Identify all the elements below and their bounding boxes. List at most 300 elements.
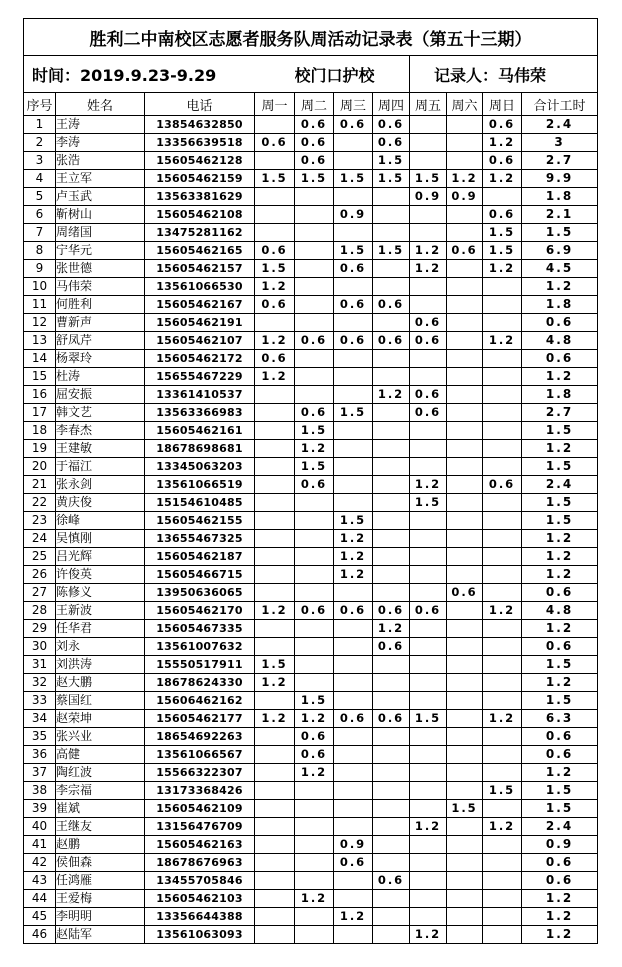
activity-date: 时间：2019.9.23-9.29 — [24, 56, 295, 93]
cell-wed: 0.9 — [334, 836, 373, 854]
cell-tue: 0.6 — [295, 602, 334, 620]
cell-name: 韩文艺 — [56, 404, 145, 422]
cell-total: 1.2 — [522, 890, 598, 908]
cell-name: 高健 — [56, 746, 145, 764]
cell-tue: 0.6 — [295, 404, 334, 422]
table-row — [24, 332, 598, 350]
sheet-title: 胜利二中南校区志愿者服务队周活动记录表（第五十三期） — [24, 19, 598, 56]
cell-mon: 1.5 — [255, 170, 295, 188]
cell-tue — [295, 350, 334, 368]
cell-fri — [410, 134, 447, 152]
cell-sat — [447, 386, 483, 404]
cell-total: 1.8 — [522, 386, 598, 404]
table-row — [24, 242, 598, 260]
cell-thu — [373, 314, 410, 332]
cell-total: 6.9 — [522, 242, 598, 260]
cell-mon — [255, 530, 295, 548]
cell-wed — [334, 314, 373, 332]
cell-total: 1.5 — [522, 422, 598, 440]
cell-sat — [447, 206, 483, 224]
cell-thu — [373, 854, 410, 872]
cell-total: 1.5 — [522, 458, 598, 476]
table-row — [24, 350, 598, 368]
cell-fri — [410, 350, 447, 368]
cell-thu — [373, 512, 410, 530]
cell-fri — [410, 656, 447, 674]
cell-total: 9.9 — [522, 170, 598, 188]
cell-sat — [447, 566, 483, 584]
cell-fri — [410, 530, 447, 548]
cell-thu — [373, 566, 410, 584]
cell-sat — [447, 494, 483, 512]
record-table — [23, 18, 598, 944]
cell-no: 14 — [24, 350, 56, 368]
cell-no: 9 — [24, 260, 56, 278]
cell-mon — [255, 584, 295, 602]
cell-fri — [410, 800, 447, 818]
cell-sat — [447, 350, 483, 368]
cell-wed — [334, 890, 373, 908]
cell-thu — [373, 818, 410, 836]
cell-sun — [483, 350, 522, 368]
cell-mon — [255, 566, 295, 584]
cell-wed — [334, 782, 373, 800]
cell-wed: 1.5 — [334, 404, 373, 422]
table-row — [24, 440, 598, 458]
cell-sun — [483, 494, 522, 512]
cell-thu: 0.6 — [373, 872, 410, 890]
cell-total: 1.2 — [522, 620, 598, 638]
cell-fri — [410, 458, 447, 476]
cell-phone: 15606462162 — [145, 692, 255, 710]
cell-sun — [483, 620, 522, 638]
cell-fri — [410, 224, 447, 242]
cell-sat: 0.9 — [447, 188, 483, 206]
cell-wed: 0.6 — [334, 116, 373, 134]
cell-total: 2.4 — [522, 818, 598, 836]
cell-mon — [255, 404, 295, 422]
cell-phone: 13561063093 — [145, 926, 255, 944]
cell-name: 赵陆军 — [56, 926, 145, 944]
cell-phone: 15605462165 — [145, 242, 255, 260]
cell-sun: 1.5 — [483, 224, 522, 242]
cell-sun — [483, 908, 522, 926]
table-row — [24, 512, 598, 530]
cell-thu: 0.6 — [373, 332, 410, 350]
cell-mon — [255, 782, 295, 800]
cell-sun — [483, 890, 522, 908]
cell-thu — [373, 692, 410, 710]
table-row — [24, 422, 598, 440]
cell-phone: 15550517911 — [145, 656, 255, 674]
cell-thu — [373, 584, 410, 602]
cell-mon: 1.2 — [255, 602, 295, 620]
cell-fri: 0.6 — [410, 386, 447, 404]
cell-name: 周绪国 — [56, 224, 145, 242]
cell-phone: 15605462170 — [145, 602, 255, 620]
cell-sun: 1.5 — [483, 242, 522, 260]
recorder: 记录人：马伟荣 — [410, 56, 598, 93]
table-row — [24, 224, 598, 242]
cell-thu: 0.6 — [373, 602, 410, 620]
cell-no: 46 — [24, 926, 56, 944]
cell-mon — [255, 818, 295, 836]
cell-total: 1.5 — [522, 782, 598, 800]
table-row — [24, 674, 598, 692]
cell-name: 黄庆俊 — [56, 494, 145, 512]
cell-no: 2 — [24, 134, 56, 152]
cell-total: 2.1 — [522, 206, 598, 224]
cell-name: 曹新声 — [56, 314, 145, 332]
cell-phone: 13561066530 — [145, 278, 255, 296]
col-header-sat: 周六 — [447, 93, 483, 116]
cell-tue — [295, 206, 334, 224]
cell-mon — [255, 152, 295, 170]
cell-fri: 1.2 — [410, 260, 447, 278]
cell-name: 马伟荣 — [56, 278, 145, 296]
cell-sun: 1.2 — [483, 332, 522, 350]
cell-thu: 1.5 — [373, 170, 410, 188]
cell-sat — [447, 638, 483, 656]
cell-mon — [255, 224, 295, 242]
cell-sun — [483, 854, 522, 872]
cell-name: 张兴业 — [56, 728, 145, 746]
cell-sat: 0.6 — [447, 242, 483, 260]
cell-sun — [483, 728, 522, 746]
cell-phone: 18678676963 — [145, 854, 255, 872]
cell-tue — [295, 872, 334, 890]
cell-wed — [334, 746, 373, 764]
cell-thu — [373, 908, 410, 926]
cell-mon — [255, 206, 295, 224]
table-row — [24, 818, 598, 836]
cell-total: 0.6 — [522, 638, 598, 656]
cell-total: 0.6 — [522, 350, 598, 368]
table-row — [24, 872, 598, 890]
cell-thu: 1.2 — [373, 620, 410, 638]
cell-thu: 0.6 — [373, 638, 410, 656]
cell-phone: 13561007632 — [145, 638, 255, 656]
cell-fri — [410, 872, 447, 890]
cell-total: 1.5 — [522, 800, 598, 818]
cell-total: 2.7 — [522, 152, 598, 170]
cell-wed: 0.9 — [334, 206, 373, 224]
cell-total: 1.5 — [522, 656, 598, 674]
cell-total: 6.3 — [522, 710, 598, 728]
cell-sun — [483, 458, 522, 476]
cell-sat — [447, 422, 483, 440]
cell-name: 李春杰 — [56, 422, 145, 440]
cell-wed — [334, 188, 373, 206]
cell-wed: 1.5 — [334, 512, 373, 530]
cell-fri: 1.2 — [410, 476, 447, 494]
col-header-sun: 周日 — [483, 93, 522, 116]
cell-phone: 15605462157 — [145, 260, 255, 278]
cell-sat — [447, 602, 483, 620]
cell-mon — [255, 746, 295, 764]
cell-tue: 1.2 — [295, 440, 334, 458]
cell-wed: 0.6 — [334, 602, 373, 620]
cell-tue — [295, 782, 334, 800]
cell-sun — [483, 278, 522, 296]
cell-name: 李宗福 — [56, 782, 145, 800]
cell-mon — [255, 494, 295, 512]
cell-thu: 0.6 — [373, 116, 410, 134]
cell-name: 张永剑 — [56, 476, 145, 494]
cell-wed — [334, 368, 373, 386]
cell-no: 5 — [24, 188, 56, 206]
cell-no: 7 — [24, 224, 56, 242]
table-row — [24, 854, 598, 872]
cell-sun: 0.6 — [483, 116, 522, 134]
cell-sun — [483, 836, 522, 854]
cell-wed — [334, 818, 373, 836]
cell-tue — [295, 386, 334, 404]
cell-fri: 1.5 — [410, 494, 447, 512]
cell-sat — [447, 890, 483, 908]
cell-no: 4 — [24, 170, 56, 188]
cell-total: 1.2 — [522, 278, 598, 296]
cell-sat — [447, 656, 483, 674]
cell-sat — [447, 530, 483, 548]
cell-sat — [447, 314, 483, 332]
cell-mon — [255, 764, 295, 782]
cell-tue — [295, 800, 334, 818]
col-header-no: 序号 — [24, 93, 56, 116]
cell-name: 刘永 — [56, 638, 145, 656]
cell-tue: 1.2 — [295, 710, 334, 728]
cell-total: 1.2 — [522, 368, 598, 386]
cell-tue — [295, 818, 334, 836]
cell-sun — [483, 368, 522, 386]
cell-mon — [255, 620, 295, 638]
table-row — [24, 746, 598, 764]
cell-total: 2.4 — [522, 476, 598, 494]
cell-wed: 1.5 — [334, 170, 373, 188]
cell-sat — [447, 404, 483, 422]
cell-wed: 1.5 — [334, 242, 373, 260]
cell-sun: 1.2 — [483, 170, 522, 188]
cell-tue: 1.5 — [295, 170, 334, 188]
cell-no: 33 — [24, 692, 56, 710]
cell-thu — [373, 206, 410, 224]
cell-sat — [447, 728, 483, 746]
cell-no: 43 — [24, 872, 56, 890]
table-row — [24, 620, 598, 638]
cell-sat — [447, 782, 483, 800]
cell-sun: 0.6 — [483, 476, 522, 494]
cell-phone: 15605462187 — [145, 548, 255, 566]
cell-tue: 0.6 — [295, 116, 334, 134]
cell-tue — [295, 260, 334, 278]
cell-sat — [447, 332, 483, 350]
cell-phone: 13475281162 — [145, 224, 255, 242]
table-row — [24, 476, 598, 494]
cell-no: 15 — [24, 368, 56, 386]
cell-total: 4.8 — [522, 602, 598, 620]
cell-phone: 15154610485 — [145, 494, 255, 512]
cell-phone: 13561066567 — [145, 746, 255, 764]
cell-no: 26 — [24, 566, 56, 584]
cell-tue — [295, 368, 334, 386]
col-header-phone: 电话 — [145, 93, 255, 116]
cell-fri: 0.6 — [410, 332, 447, 350]
cell-tue — [295, 224, 334, 242]
cell-sat — [447, 152, 483, 170]
table-row — [24, 116, 598, 134]
cell-tue — [295, 674, 334, 692]
cell-name: 李涛 — [56, 134, 145, 152]
table-body — [24, 19, 598, 944]
table-row — [24, 188, 598, 206]
cell-sun — [483, 674, 522, 692]
cell-total: 1.2 — [522, 440, 598, 458]
cell-wed: 0.6 — [334, 260, 373, 278]
table-row — [24, 782, 598, 800]
cell-mon: 1.2 — [255, 332, 295, 350]
cell-mon: 0.6 — [255, 296, 295, 314]
cell-tue — [295, 296, 334, 314]
cell-name: 刘洪涛 — [56, 656, 145, 674]
cell-tue: 1.5 — [295, 458, 334, 476]
cell-thu — [373, 440, 410, 458]
cell-no: 25 — [24, 548, 56, 566]
cell-thu — [373, 458, 410, 476]
table-row — [24, 764, 598, 782]
cell-fri — [410, 278, 447, 296]
cell-tue — [295, 566, 334, 584]
cell-total: 0.6 — [522, 746, 598, 764]
cell-fri — [410, 674, 447, 692]
table-row — [24, 260, 598, 278]
table-row — [24, 638, 598, 656]
cell-wed — [334, 692, 373, 710]
cell-tue: 0.6 — [295, 728, 334, 746]
cell-no: 27 — [24, 584, 56, 602]
cell-no: 19 — [24, 440, 56, 458]
cell-fri — [410, 512, 447, 530]
cell-phone: 15605462109 — [145, 800, 255, 818]
cell-mon — [255, 476, 295, 494]
cell-wed: 0.6 — [334, 710, 373, 728]
cell-thu — [373, 368, 410, 386]
table-row — [24, 548, 598, 566]
cell-phone: 13563366983 — [145, 404, 255, 422]
cell-total: 1.2 — [522, 908, 598, 926]
cell-name: 王新波 — [56, 602, 145, 620]
cell-wed: 1.2 — [334, 530, 373, 548]
cell-sat — [447, 764, 483, 782]
table-row — [24, 692, 598, 710]
cell-wed: 1.2 — [334, 566, 373, 584]
cell-phone: 18678624330 — [145, 674, 255, 692]
cell-mon — [255, 872, 295, 890]
cell-no: 29 — [24, 620, 56, 638]
cell-phone: 15605462108 — [145, 206, 255, 224]
cell-name: 许俊英 — [56, 566, 145, 584]
cell-name: 何胜利 — [56, 296, 145, 314]
cell-no: 21 — [24, 476, 56, 494]
cell-phone: 15605462103 — [145, 890, 255, 908]
cell-fri — [410, 638, 447, 656]
table-row — [24, 494, 598, 512]
cell-name: 赵大鹏 — [56, 674, 145, 692]
cell-fri — [410, 440, 447, 458]
cell-phone: 15655467229 — [145, 368, 255, 386]
table-row — [24, 170, 598, 188]
cell-name: 蔡国红 — [56, 692, 145, 710]
cell-fri — [410, 584, 447, 602]
cell-tue — [295, 908, 334, 926]
cell-no: 28 — [24, 602, 56, 620]
table-row — [24, 404, 598, 422]
cell-total: 0.6 — [522, 728, 598, 746]
cell-wed: 0.6 — [334, 854, 373, 872]
cell-phone: 18678698681 — [145, 440, 255, 458]
cell-total: 1.8 — [522, 296, 598, 314]
cell-total: 1.2 — [522, 530, 598, 548]
cell-sat — [447, 296, 483, 314]
cell-sat — [447, 908, 483, 926]
cell-fri — [410, 764, 447, 782]
cell-no: 24 — [24, 530, 56, 548]
cell-mon: 1.2 — [255, 710, 295, 728]
cell-sun — [483, 800, 522, 818]
cell-fri — [410, 548, 447, 566]
cell-name: 王继友 — [56, 818, 145, 836]
cell-total: 0.6 — [522, 854, 598, 872]
cell-fri — [410, 782, 447, 800]
cell-mon: 0.6 — [255, 350, 295, 368]
cell-mon — [255, 440, 295, 458]
cell-fri: 0.6 — [410, 314, 447, 332]
cell-tue — [295, 548, 334, 566]
cell-phone: 13356644388 — [145, 908, 255, 926]
cell-mon: 1.5 — [255, 260, 295, 278]
cell-name: 王建敏 — [56, 440, 145, 458]
cell-sun — [483, 386, 522, 404]
cell-total: 0.6 — [522, 314, 598, 332]
cell-name: 屈安振 — [56, 386, 145, 404]
cell-wed — [334, 134, 373, 152]
cell-no: 44 — [24, 890, 56, 908]
cell-thu — [373, 404, 410, 422]
cell-fri — [410, 116, 447, 134]
cell-tue: 1.5 — [295, 422, 334, 440]
cell-total: 3 — [522, 134, 598, 152]
cell-mon — [255, 422, 295, 440]
cell-sat — [447, 440, 483, 458]
cell-fri: 1.2 — [410, 926, 447, 944]
cell-fri — [410, 908, 447, 926]
cell-phone: 13156476709 — [145, 818, 255, 836]
cell-no: 13 — [24, 332, 56, 350]
table-row — [24, 386, 598, 404]
cell-phone: 15605462163 — [145, 836, 255, 854]
cell-sun — [483, 692, 522, 710]
col-header-name: 姓名 — [56, 93, 145, 116]
col-header-wed: 周三 — [334, 93, 373, 116]
cell-thu: 1.5 — [373, 152, 410, 170]
cell-no: 16 — [24, 386, 56, 404]
cell-thu: 1.5 — [373, 242, 410, 260]
cell-no: 3 — [24, 152, 56, 170]
cell-wed — [334, 872, 373, 890]
cell-tue — [295, 854, 334, 872]
cell-wed — [334, 728, 373, 746]
cell-wed: 0.6 — [334, 332, 373, 350]
cell-no: 12 — [24, 314, 56, 332]
